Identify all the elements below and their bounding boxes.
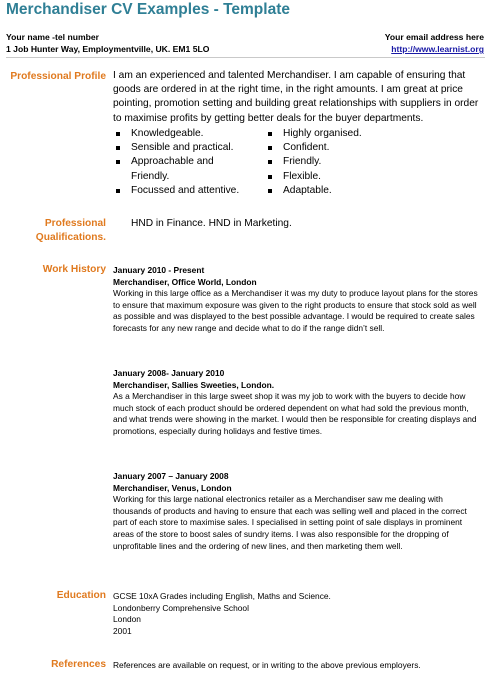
education-line: London bbox=[113, 614, 141, 625]
bullet-icon bbox=[116, 132, 120, 136]
skill-item: Focussed and attentive. bbox=[113, 184, 253, 198]
qualifications-text: HND in Finance. HND in Marketing. bbox=[131, 218, 292, 229]
education-line: Londonberry Comprehensive School bbox=[113, 602, 249, 613]
section-label-references: References bbox=[51, 659, 106, 670]
job-entry bbox=[113, 265, 483, 335]
education-line: GCSE 10xA Grades including English, Maths and Science. bbox=[113, 591, 331, 601]
bullet-icon bbox=[116, 146, 120, 150]
name-phone-line: Your name -tel number bbox=[6, 32, 99, 42]
website-link[interactable]: http://www.learnist.org bbox=[391, 44, 484, 54]
section-label-profile: Professional Profile bbox=[10, 71, 106, 82]
job-entry bbox=[113, 368, 483, 438]
page-title: Merchandiser CV Examples - Template bbox=[6, 1, 290, 18]
bullet-icon bbox=[268, 160, 272, 164]
skill-item: Confident. bbox=[265, 141, 415, 155]
education-line: 2001 bbox=[113, 625, 132, 636]
bullet-icon bbox=[268, 175, 272, 179]
bullet-icon bbox=[268, 189, 272, 193]
job-dates: January 2008- January 2010 bbox=[113, 368, 225, 378]
job-description: Working in this large office as a Merchandiser it was my duty to produce layout plans for the stores to ensure that maximum exposure was given to the right products to ensure that stock sold as well as possible and was displayed to the best possible advantage. I would be required to create sales forecasts for any new range and decide what to do if the range didn’t sell. bbox=[113, 288, 478, 333]
skill-item: Approachable and Friendly. bbox=[113, 155, 253, 183]
bullet-icon bbox=[116, 189, 120, 193]
header-divider bbox=[6, 57, 485, 58]
skills-column-left bbox=[113, 127, 253, 198]
section-label-qualifications: Professional Qualifications. bbox=[35, 218, 106, 243]
contact-details bbox=[6, 31, 209, 55]
bullet-icon bbox=[116, 160, 120, 164]
job-entry bbox=[113, 471, 483, 552]
contact-online bbox=[385, 31, 484, 55]
skill-item: Knowledgeable. bbox=[113, 127, 253, 141]
skill-item: Friendly. bbox=[265, 155, 415, 169]
email-line: Your email address here bbox=[384, 32, 484, 42]
job-dates: January 2007 – January 2008 bbox=[113, 471, 229, 481]
job-description: As a Merchandiser in this large sweet shop it was my job to work with the buyers to decide how much stock of each product should be ordered dependent on what had sold the previous month, and what trends were showing in the market. I would then be responsible for creating displays and promotions, especially during holidays and festive times. bbox=[113, 391, 477, 436]
skill-item: Highly organised. bbox=[265, 127, 415, 141]
address-line: 1 Job Hunter Way, Employmentville, UK. EM1 5LO bbox=[6, 44, 210, 54]
section-label-education: Education bbox=[56, 590, 106, 601]
job-description: Working for this large national electronics retailer as a Merchandiser saw me dealing with thousands of products and having to ensure that each was selling well and placed in the correct part of each store to maximise sales. I specialised in setting point of sale displays in prominent areas of the store to boost sales of sundry items. I was also responsible for the dropping of unprofitable lines and the ordering of new lines, and then marketing them well. bbox=[113, 494, 467, 551]
section-label-work: Work History bbox=[42, 264, 106, 275]
skills-column-right bbox=[265, 127, 415, 198]
job-role: Merchandiser, Office World, London bbox=[113, 276, 257, 287]
job-role: Merchandiser, Sallies Sweeties, London. bbox=[113, 379, 275, 390]
job-dates: January 2010 - Present bbox=[113, 265, 205, 275]
bullet-icon bbox=[268, 146, 272, 150]
job-role: Merchandiser, Venus, London bbox=[113, 482, 232, 493]
skill-item: Flexible. bbox=[265, 170, 415, 184]
bullet-icon bbox=[268, 132, 272, 136]
skill-item: Sensible and practical. bbox=[113, 141, 253, 155]
references-text: References are available on request, or in writing to the above previous employers. bbox=[113, 660, 421, 670]
education-details bbox=[113, 591, 483, 637]
skill-item: Adaptable. bbox=[265, 184, 415, 198]
profile-text: I am an experienced and talented Merchandiser. I am capable of ensuring that goods are ordered in at the right time, in the right amounts. I am great at price pointing, promotion setting and building great relationships with suppliers in order to maximise profits by getting better deals for the buyer departments. bbox=[113, 70, 479, 124]
